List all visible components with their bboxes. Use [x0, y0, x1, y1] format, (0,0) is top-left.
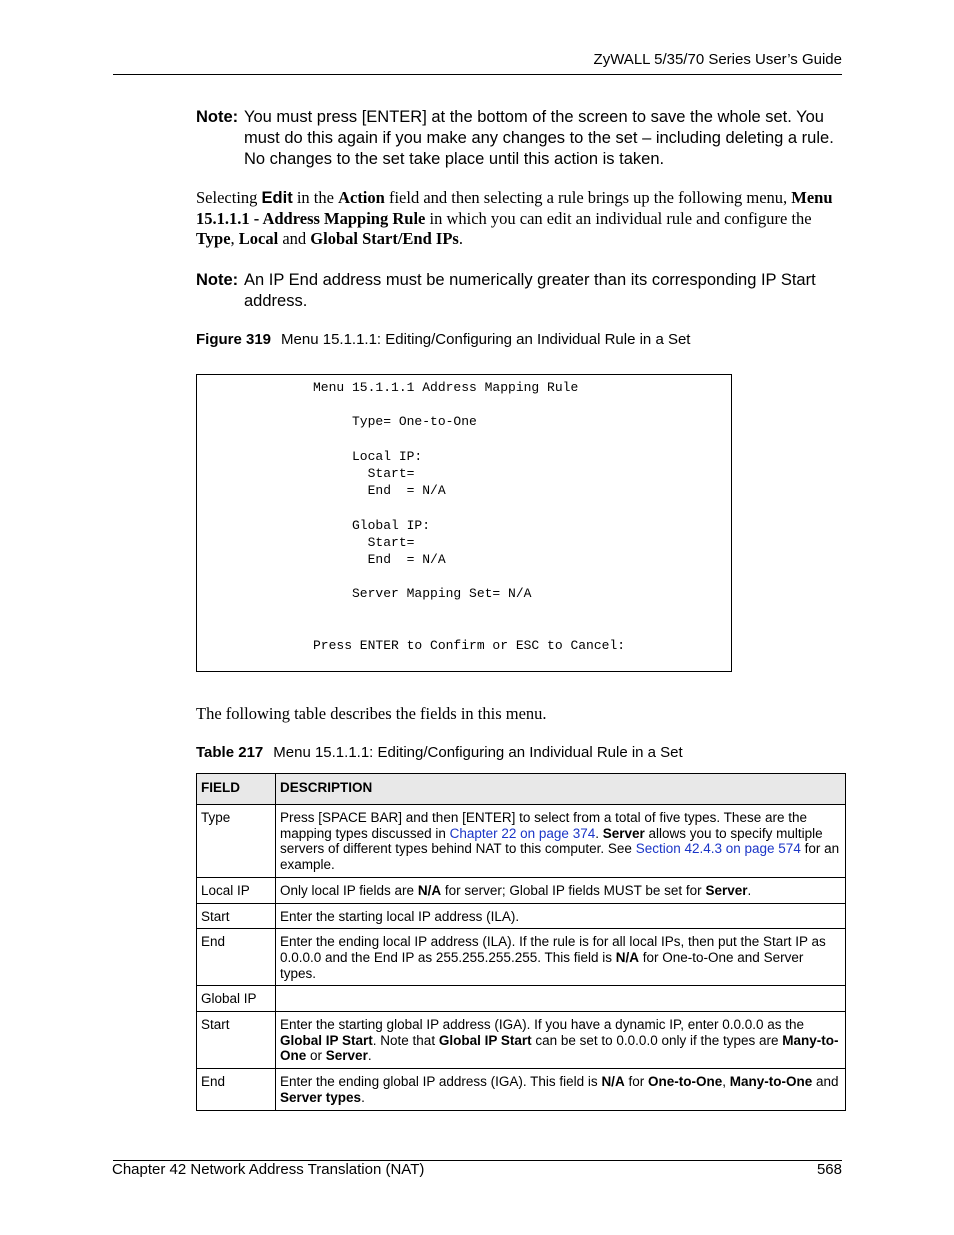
note-ip-end [196, 270, 841, 312]
desc-text: for One-to-One and Server types. [280, 949, 804, 981]
desc-bold: N/A [417, 882, 442, 898]
fields-table [196, 773, 846, 1111]
para-text: field and then selecting a rule brings up the following menu, [384, 188, 792, 207]
table-label: Table 217 [196, 744, 264, 761]
header-rule [113, 74, 842, 75]
table-row [197, 805, 846, 878]
footer-page-number: 568 [816, 1161, 842, 1178]
para-text: in the [292, 188, 339, 207]
desc-text: . [361, 1089, 365, 1105]
para-bold-edit: Edit [261, 189, 293, 207]
desc-bold: Server types [280, 1089, 362, 1105]
para-bold-type: Type [196, 229, 231, 248]
table-row [197, 986, 846, 1012]
desc-bold: Global IP Start [280, 1032, 373, 1048]
desc-bold: N/A [601, 1074, 625, 1090]
field-cell: Start [197, 903, 276, 929]
figure-caption [196, 331, 690, 348]
menu-screen-text: Menu 15.1.1.1 Address Mapping Rule Type= One-to-One Local IP: Start= End = N/A Global IP: Start= End = N/A Server Mapping Set= N/A Press ENTER to Confirm or ESC to Cancel: [313, 380, 626, 654]
desc-text: . [595, 825, 603, 841]
column-header-description: DESCRIPTION [276, 774, 846, 805]
desc-text: Enter the starting global IP address (IGA). If you have a dynamic IP, enter 0.0.0.0 as the [280, 1017, 805, 1033]
para-bold-menu: Menu 15.1.1.1 - Address Mapping Rule [196, 188, 833, 228]
footer-chapter: Chapter 42 Network Address Translation (NAT) [112, 1161, 425, 1178]
desc-bold: Server [602, 825, 645, 841]
figure-label: Figure 319 [196, 331, 272, 348]
desc-text: Only local IP fields are [280, 882, 418, 898]
description-cell [276, 1012, 846, 1069]
table-row [197, 929, 846, 986]
menu-screen [196, 374, 732, 672]
desc-bold: One-to-One [647, 1074, 723, 1090]
desc-text: . [367, 1048, 372, 1064]
desc-text: Press [SPACE BAR] and then [ENTER] to select from a total of five types. These are the mapping types discussed in [280, 810, 807, 841]
desc-text: allows you to specify multiple servers of different types behind NAT to this computer. See [280, 825, 823, 857]
para-bold-global: Global Start/End IPs [310, 229, 459, 248]
desc-bold: Global IP Start [438, 1032, 532, 1048]
desc-text: , [722, 1074, 730, 1090]
note-save-set [196, 107, 841, 170]
desc-bold: Server [705, 882, 748, 898]
field-cell: End [197, 929, 276, 986]
description-cell [276, 986, 846, 1012]
desc-bold: N/A [615, 949, 639, 965]
note-label: Note: [196, 108, 239, 126]
description-cell: Enter the starting local IP address (ILA). [276, 903, 846, 929]
para-bold-action: Action [338, 188, 385, 207]
desc-text: for [624, 1074, 648, 1090]
note-label: Note: [196, 271, 239, 289]
para-text: , [230, 229, 239, 248]
intro-paragraph [196, 188, 841, 250]
description-cell [276, 929, 846, 986]
field-cell: Global IP [197, 986, 276, 1012]
figure-title: Menu 15.1.1.1: Editing/Configuring an Individual Rule in a Set [281, 331, 691, 348]
desc-text: and [812, 1074, 839, 1090]
desc-text: or [306, 1048, 326, 1064]
field-cell: Start [197, 1012, 276, 1069]
desc-text: for server; Global IP fields MUST be set for [441, 882, 706, 898]
desc-text: Enter the ending global IP address (IGA). This field is [280, 1074, 602, 1090]
desc-bold: Server [325, 1048, 368, 1064]
field-cell: End [197, 1069, 276, 1110]
desc-text: can be set to 0.0.0.0 only if the types are [531, 1032, 783, 1048]
note-text: An IP End address must be numerically greater than its corresponding IP Start address. [244, 271, 816, 310]
desc-text: . Note that [372, 1032, 439, 1048]
desc-text: Enter the ending local IP address (ILA). If the rule is for all local IPs, then put the Start IP as 0.0.0.0 and the End IP as 255.255.255.255. This field is [280, 934, 826, 965]
table-row [197, 903, 846, 929]
desc-text: for an example. [280, 841, 840, 873]
note-text: You must press [ENTER] at the bottom of the screen to save the whole set. You must do this again if you make any changes to the set – including deleting a rule. No changes to the set take place until this action is taken. [244, 108, 834, 168]
field-cell: Type [197, 805, 276, 878]
desc-text: . [747, 882, 752, 898]
desc-bold: Many-to-One [280, 1032, 839, 1064]
table-row [197, 1069, 846, 1110]
table-title: Menu 15.1.1.1: Editing/Configuring an Individual Rule in a Set [273, 744, 683, 761]
table-row [197, 1012, 846, 1069]
description-cell [276, 805, 846, 878]
field-cell: Local IP [197, 877, 276, 903]
description-cell [276, 1069, 846, 1110]
column-header-field: FIELD [197, 774, 276, 805]
table-caption [196, 744, 683, 761]
running-header-title: ZyWALL 5/35/70 Series User’s Guide [593, 51, 842, 68]
para-text: Selecting [196, 188, 262, 207]
table-row [197, 877, 846, 903]
table-header-row [197, 774, 846, 805]
section-42-4-3-link[interactable]: Section 42.4.3 on page 574 [635, 841, 801, 857]
para-bold-local: Local [238, 229, 279, 248]
description-cell [276, 877, 846, 903]
table-intro-paragraph: The following table describes the fields in this menu. [196, 704, 547, 723]
desc-bold: Many-to-One [729, 1074, 813, 1090]
para-text: and [278, 229, 311, 248]
para-text: . [458, 229, 463, 248]
para-text: in which you can edit an individual rule and configure the [425, 208, 812, 228]
chapter-22-link[interactable]: Chapter 22 on page 374 [449, 825, 596, 841]
